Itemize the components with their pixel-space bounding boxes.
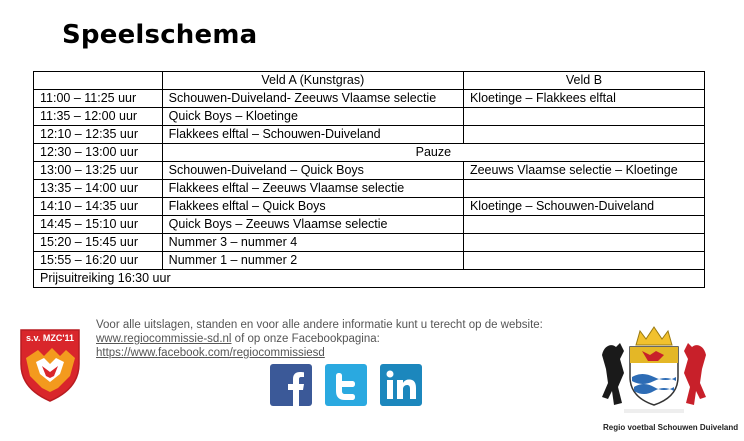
page-title: Speelschema xyxy=(62,20,258,50)
time-cell: 11:35 – 12:00 uur xyxy=(34,108,163,126)
website-link[interactable]: www.regiocommissie-sd.nl xyxy=(96,333,232,345)
veld-b-cell xyxy=(463,216,704,234)
footer-line-2-rest: of op onze Facebookpagina: xyxy=(231,333,380,345)
time-cell: 14:45 – 15:10 uur xyxy=(34,216,163,234)
veld-b-cell xyxy=(463,126,704,144)
table-row xyxy=(34,90,705,108)
table-row xyxy=(34,108,705,126)
pause-label: Pauze xyxy=(162,144,704,162)
veld-b-cell xyxy=(463,234,704,252)
regio-crest-caption: Regio voetbal Schouwen Duiveland xyxy=(603,423,739,432)
table-row xyxy=(34,216,705,234)
veld-a-cell: Flakkees elftal – Quick Boys xyxy=(162,198,463,216)
veld-b-cell: Kloetinge – Schouwen-Duiveland xyxy=(463,198,704,216)
table-row xyxy=(34,126,705,144)
veld-a-cell: Schouwen-Duiveland – Quick Boys xyxy=(162,162,463,180)
schedule-table xyxy=(33,71,705,288)
regio-crest-logo xyxy=(598,325,710,428)
header-time xyxy=(34,72,163,90)
table-row xyxy=(34,252,705,270)
time-cell: 14:10 – 14:35 uur xyxy=(34,198,163,216)
footer-info xyxy=(96,318,543,360)
veld-a-cell: Nummer 1 – nummer 2 xyxy=(162,252,463,270)
table-header-row xyxy=(34,72,705,90)
veld-a-cell: Quick Boys – Zeeuws Vlaamse selectie xyxy=(162,216,463,234)
header-veld-b: Veld B xyxy=(463,72,704,90)
prize-ceremony-row xyxy=(34,270,705,288)
facebook-icon[interactable] xyxy=(270,364,312,411)
time-cell: 12:30 – 13:00 uur xyxy=(34,144,163,162)
linkedin-icon[interactable] xyxy=(380,364,422,411)
time-cell: 11:00 – 11:25 uur xyxy=(34,90,163,108)
prize-ceremony-cell: Prijsuitreiking 16:30 uur xyxy=(34,270,705,288)
table-row xyxy=(34,180,705,198)
facebook-link[interactable]: https://www.facebook.com/regiocommissiesd xyxy=(96,347,325,359)
mzc-logo-text: s.v. MZC'11 xyxy=(26,333,74,343)
time-cell: 13:35 – 14:00 uur xyxy=(34,180,163,198)
veld-b-cell: Zeeuws Vlaamse selectie – Kloetinge xyxy=(463,162,704,180)
veld-b-cell: Kloetinge – Flakkees elftal xyxy=(463,90,704,108)
veld-b-cell xyxy=(463,108,704,126)
footer-line-2 xyxy=(96,332,543,346)
time-cell: 13:00 – 13:25 uur xyxy=(34,162,163,180)
veld-a-cell: Nummer 3 – nummer 4 xyxy=(162,234,463,252)
time-cell: 15:20 – 15:45 uur xyxy=(34,234,163,252)
veld-b-cell xyxy=(463,252,704,270)
header-veld-a: Veld A (Kunstgras) xyxy=(162,72,463,90)
table-row xyxy=(34,234,705,252)
time-cell: 12:10 – 12:35 uur xyxy=(34,126,163,144)
veld-a-cell: Schouwen-Duiveland- Zeeuws Vlaamse selectie xyxy=(162,90,463,108)
time-cell: 15:55 – 16:20 uur xyxy=(34,252,163,270)
mzc-club-logo xyxy=(18,328,82,407)
table-row xyxy=(34,198,705,216)
veld-a-cell: Flakkees elftal – Zeeuws Vlaamse selectie xyxy=(162,180,463,198)
veld-a-cell: Flakkees elftal – Schouwen-Duiveland xyxy=(162,126,463,144)
veld-b-cell xyxy=(463,180,704,198)
veld-a-cell: Quick Boys – Kloetinge xyxy=(162,108,463,126)
table-row xyxy=(34,162,705,180)
footer-line-1: Voor alle uitslagen, standen en voor alle andere informatie kunt u terecht op de website: xyxy=(96,319,543,331)
twitter-icon[interactable] xyxy=(325,364,367,411)
pause-row xyxy=(34,144,705,162)
